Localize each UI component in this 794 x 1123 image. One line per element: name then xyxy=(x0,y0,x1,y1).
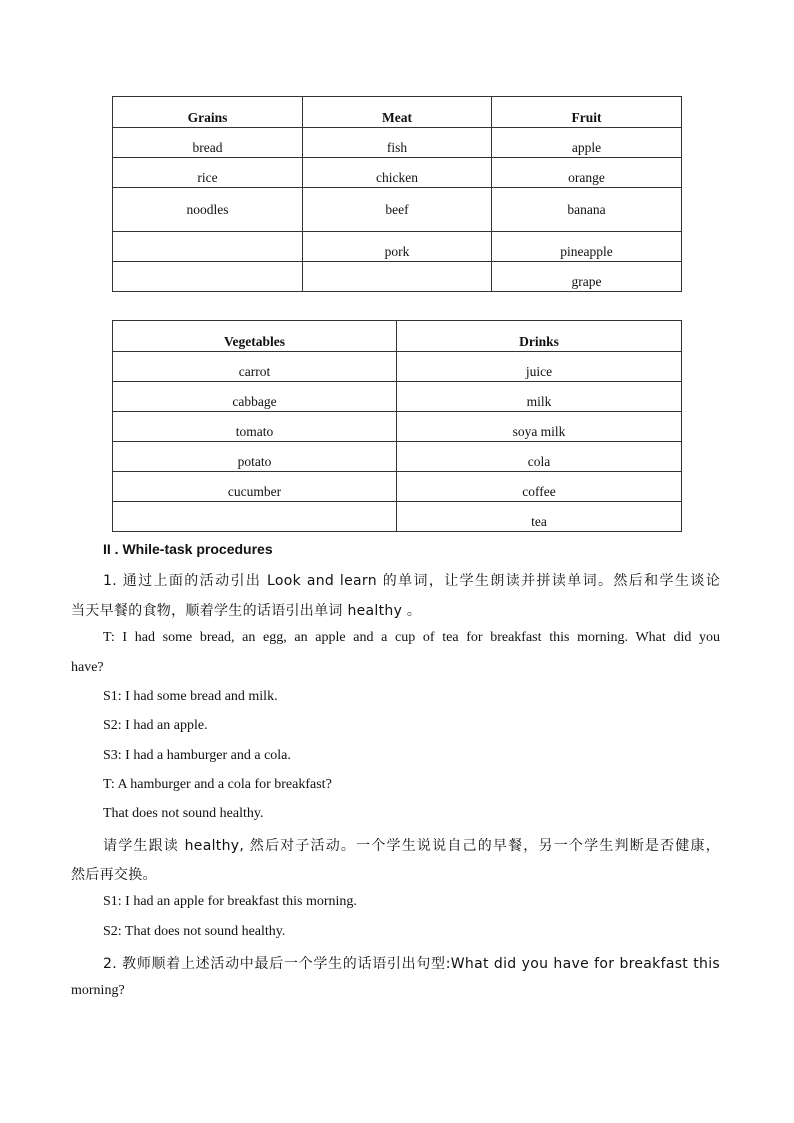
table-cell xyxy=(303,262,492,292)
table-cell: cabbage xyxy=(113,382,397,412)
header-meat: Meat xyxy=(303,97,492,128)
table-row xyxy=(113,472,682,502)
table-cell: noodles xyxy=(113,188,303,232)
table-cell: tea xyxy=(397,502,682,532)
dialogue-line: T: A hamburger and a cola for breakfast? xyxy=(103,777,332,792)
table-row xyxy=(113,442,682,472)
dialogue-line: S3: I had a hamburger and a cola. xyxy=(103,748,291,763)
food-table-1 xyxy=(112,96,682,292)
table-cell: cucumber xyxy=(113,472,397,502)
dialogue-line: S2: I had an apple. xyxy=(103,718,208,733)
paragraph-line: 当天早餐的食物，顺着学生的话语引出单词 healthy 。 xyxy=(71,603,422,619)
table-cell: fish xyxy=(303,128,492,158)
paragraph-line: 请学生跟读 healthy, 然后对子活动。一个学生说说自己的早餐，另一个学生判断是否健康， xyxy=(103,838,720,854)
table-cell: bread xyxy=(113,128,303,158)
table-cell: juice xyxy=(397,352,682,382)
table-cell: apple xyxy=(492,128,682,158)
table-header-row xyxy=(113,97,682,128)
table-cell: banana xyxy=(492,188,682,232)
table-row xyxy=(113,158,682,188)
header-drinks: Drinks xyxy=(397,321,682,352)
table-cell xyxy=(113,232,303,262)
table-cell: orange xyxy=(492,158,682,188)
table-row xyxy=(113,188,682,232)
food-table-2 xyxy=(112,320,682,532)
table-cell: rice xyxy=(113,158,303,188)
table-cell: pork xyxy=(303,232,492,262)
dialogue-line: T: I had some bread, an egg, an apple and a cup of tea for breakfast this morning. What did you xyxy=(103,630,720,645)
table-row xyxy=(113,502,682,532)
table-cell: carrot xyxy=(113,352,397,382)
table-cell: soya milk xyxy=(397,412,682,442)
table-row xyxy=(113,232,682,262)
table-cell xyxy=(113,262,303,292)
table-cell: pineapple xyxy=(492,232,682,262)
header-fruit: Fruit xyxy=(492,97,682,128)
table-row xyxy=(113,382,682,412)
paragraph-line: morning? xyxy=(71,983,125,998)
table-row xyxy=(113,128,682,158)
dialogue-line: That does not sound healthy. xyxy=(103,806,264,821)
dialogue-line: S2: That does not sound healthy. xyxy=(103,924,286,939)
table-header-row xyxy=(113,321,682,352)
paragraph-line: 1. 通过上面的活动引出 Look and learn 的单词，让学生朗读并拼读单词。然后和学生谈论 xyxy=(103,573,720,589)
table-row xyxy=(113,352,682,382)
table-cell xyxy=(113,502,397,532)
table-cell: potato xyxy=(113,442,397,472)
dialogue-line: S1: I had an apple for breakfast this morning. xyxy=(103,894,357,909)
table-cell: beef xyxy=(303,188,492,232)
table-cell: chicken xyxy=(303,158,492,188)
paragraph-line: 然后再交换。 xyxy=(71,867,157,883)
dialogue-line: have? xyxy=(71,660,104,675)
table-cell: cola xyxy=(397,442,682,472)
table-row xyxy=(113,412,682,442)
header-grains: Grains xyxy=(113,97,303,128)
section-title: II . While-task procedures xyxy=(103,541,273,557)
paragraph-line: 2. 教师顺着上述活动中最后一个学生的话语引出句型:What did you have for breakfast this xyxy=(103,956,720,972)
table-cell: tomato xyxy=(113,412,397,442)
dialogue-line: S1: I had some bread and milk. xyxy=(103,689,278,704)
header-vegetables: Vegetables xyxy=(113,321,397,352)
table-cell: coffee xyxy=(397,472,682,502)
table-row xyxy=(113,262,682,292)
table-cell: grape xyxy=(492,262,682,292)
table-cell: milk xyxy=(397,382,682,412)
